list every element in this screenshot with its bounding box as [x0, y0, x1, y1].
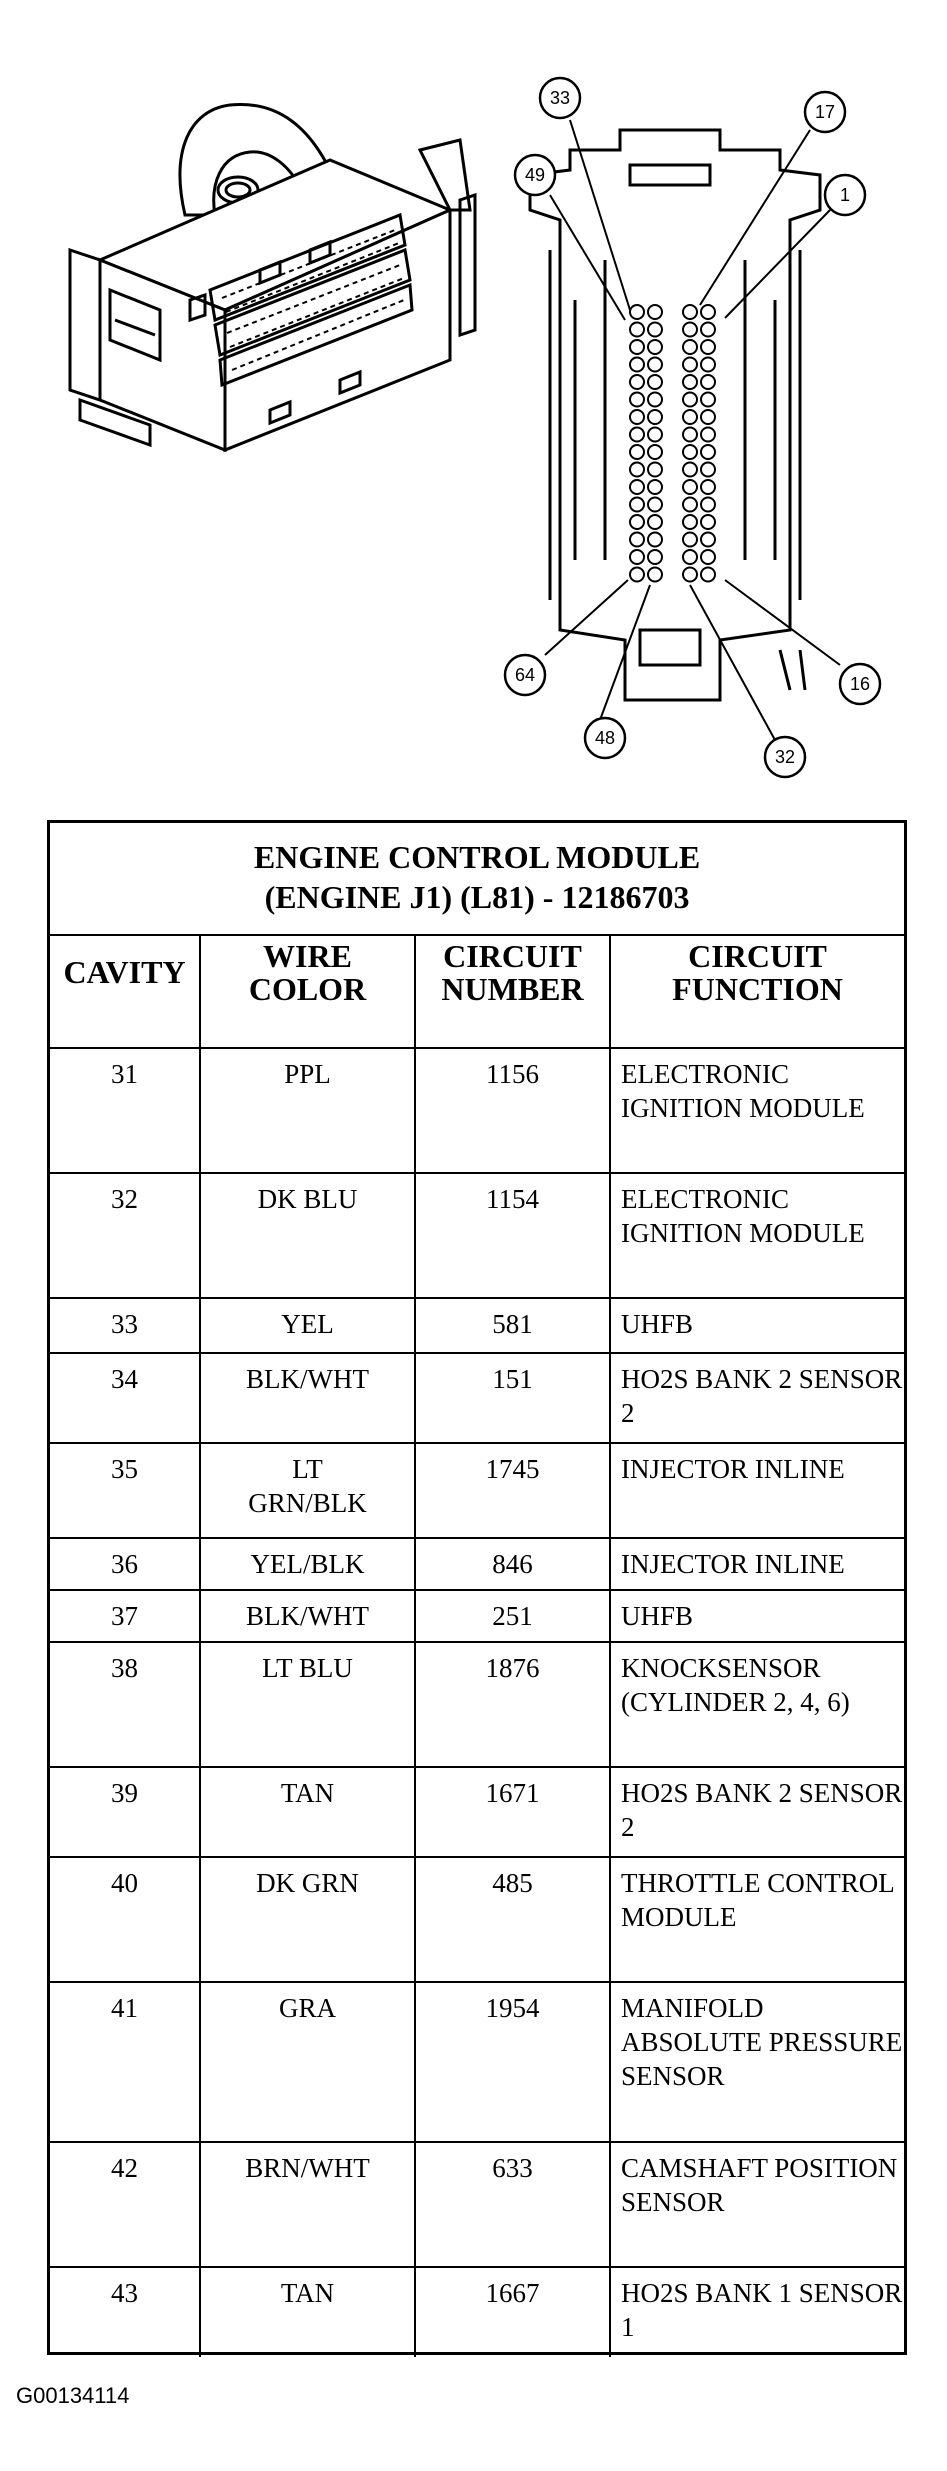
pin-cavity: [683, 375, 697, 389]
cavity-cell: 31: [50, 1048, 200, 1173]
wire-color-cell: BLK/WHT: [200, 1590, 415, 1642]
pin-cavity: [701, 533, 715, 547]
pin-cavity: [648, 515, 662, 529]
pin-cavity: [701, 340, 715, 354]
pin-cavity: [683, 358, 697, 372]
pin-cavity: [701, 358, 715, 372]
callout-33: [540, 78, 580, 118]
wire-color-cell: DK GRN: [200, 1857, 415, 1982]
wire-color-cell: TAN: [200, 1767, 415, 1857]
pin-cavity: [701, 393, 715, 407]
cavity-cell: 35: [50, 1443, 200, 1538]
pin-cavity: [701, 463, 715, 477]
circuit-function-cell: HO2S BANK 2 SENSOR 2: [610, 1353, 904, 1443]
circuit-number-cell: 846: [415, 1538, 610, 1590]
pin-cavity: [648, 550, 662, 564]
wire-color-cell: DK BLU: [200, 1173, 415, 1298]
header-circuit-function: CIRCUIT FUNCTION: [610, 935, 904, 1048]
pin-cavity: [648, 445, 662, 459]
callout-1: [825, 175, 865, 215]
pin-cavity: [648, 340, 662, 354]
pin-cavity: [701, 445, 715, 459]
table-row: [50, 1767, 904, 1857]
circuit-function-cell: HO2S BANK 1 SENSOR 1: [610, 2267, 904, 2357]
wire-color-cell: LT GRN/BLK: [200, 1443, 415, 1538]
table-row: [50, 1590, 904, 1642]
pin-cavity: [683, 410, 697, 424]
circuit-number-cell: 1954: [415, 1982, 610, 2142]
svg-text:33: 33: [549, 88, 571, 108]
pin-cavity: [630, 428, 644, 442]
pin-cavity: [630, 445, 644, 459]
table-title-row: [50, 823, 904, 935]
callout-32: [765, 737, 805, 777]
pin-cavity: [630, 550, 644, 564]
table-row: [50, 2267, 904, 2357]
pin-cavity: [648, 305, 662, 319]
pin-cavity: [648, 428, 662, 442]
pin-cavity: [683, 463, 697, 477]
circuit-number-cell: 1671: [415, 1767, 610, 1857]
svg-text:1: 1: [839, 185, 851, 205]
pin-cavity: [648, 358, 662, 372]
circuit-number-cell: 633: [415, 2142, 610, 2267]
circuit-number-cell: 1154: [415, 1173, 610, 1298]
pin-cavity: [630, 323, 644, 337]
table-row: [50, 1443, 904, 1538]
cavity-cell: 37: [50, 1590, 200, 1642]
pin-cavity: [630, 480, 644, 494]
table-row: [50, 1298, 904, 1353]
pin-cavity: [683, 323, 697, 337]
circuit-number-cell: 1667: [415, 2267, 610, 2357]
pinout-face-view: [530, 120, 840, 740]
pin-cavity: [630, 340, 644, 354]
wire-color-cell: YEL: [200, 1298, 415, 1353]
circuit-number-cell: 251: [415, 1590, 610, 1642]
callout-64: [505, 655, 545, 695]
pin-cavity: [701, 305, 715, 319]
svg-text:17: 17: [814, 102, 836, 122]
pin-cavity: [630, 393, 644, 407]
wire-color-cell: TAN: [200, 2267, 415, 2357]
circuit-function-cell: INJECTOR INLINE: [610, 1443, 904, 1538]
table-header-row: [50, 935, 904, 1048]
table-row: [50, 1982, 904, 2142]
pin-cavity: [683, 445, 697, 459]
pin-cavity: [701, 480, 715, 494]
header-circuit-number: CIRCUIT NUMBER: [415, 935, 610, 1048]
pin-cavity: [630, 463, 644, 477]
pin-cavity: [701, 375, 715, 389]
circuit-function-cell: UHFB: [610, 1298, 904, 1353]
circuit-function-cell: ELECTRONIC IGNITION MODULE: [610, 1173, 904, 1298]
pin-cavity: [648, 480, 662, 494]
callout-17: [805, 92, 845, 132]
pin-cavity: [701, 323, 715, 337]
circuit-number-cell: 1745: [415, 1443, 610, 1538]
header-wire-color: WIRE COLOR: [200, 935, 415, 1048]
circuit-function-cell: HO2S BANK 2 SENSOR 2: [610, 1767, 904, 1857]
circuit-function-cell: KNOCKSENSOR (CYLINDER 2, 4, 6): [610, 1642, 904, 1767]
cavity-cell: 40: [50, 1857, 200, 1982]
pin-cavity: [630, 358, 644, 372]
cavity-cell: 33: [50, 1298, 200, 1353]
svg-text:64: 64: [514, 665, 536, 685]
wire-color-cell: BLK/WHT: [200, 1353, 415, 1443]
cavity-cell: 32: [50, 1173, 200, 1298]
pin-cavity: [648, 498, 662, 512]
circuit-number-cell: 485: [415, 1857, 610, 1982]
pin-cavity: [701, 410, 715, 424]
pin-cavity: [630, 498, 644, 512]
pin-cavity: [701, 515, 715, 529]
wire-color-cell: LT BLU: [200, 1642, 415, 1767]
connector-illustration: [70, 104, 475, 450]
header-cavity: CAVITY: [50, 935, 200, 1048]
circuit-function-cell: MANIFOLD ABSOLUTE PRESSURE SENSOR: [610, 1982, 904, 2142]
pin-cavity: [630, 410, 644, 424]
cavity-cell: 34: [50, 1353, 200, 1443]
callout-48: [585, 718, 625, 758]
connector-diagram: [0, 0, 947, 780]
table-title-line-1: ENGINE CONTROL MODULE: [253, 839, 701, 875]
pin-cavity: [683, 393, 697, 407]
table-row: [50, 2142, 904, 2267]
pin-cavity: [683, 428, 697, 442]
pin-cavity: [648, 323, 662, 337]
wire-color-cell: BRN/WHT: [200, 2142, 415, 2267]
circuit-function-cell: ELECTRONIC IGNITION MODULE: [610, 1048, 904, 1173]
pin-cavity: [630, 568, 644, 582]
pin-cavity: [630, 305, 644, 319]
wire-color-cell: GRA: [200, 1982, 415, 2142]
pin-cavity: [683, 550, 697, 564]
table-row: [50, 1048, 904, 1173]
table-row: [50, 1642, 904, 1767]
pin-cavity: [701, 428, 715, 442]
cavity-cell: 43: [50, 2267, 200, 2357]
pin-cavity: [701, 498, 715, 512]
cavity-cell: 39: [50, 1767, 200, 1857]
pinout-table: [47, 820, 907, 2355]
pin-cavity: [648, 375, 662, 389]
wire-color-cell: PPL: [200, 1048, 415, 1173]
cavity-cell: 38: [50, 1642, 200, 1767]
pin-cavity: [683, 568, 697, 582]
circuit-number-cell: 1876: [415, 1642, 610, 1767]
circuit-function-cell: CAMSHAFT POSITION SENSOR: [610, 2142, 904, 2267]
callout-49: [515, 155, 555, 195]
table-title: [50, 823, 904, 935]
circuit-function-cell: INJECTOR INLINE: [610, 1538, 904, 1590]
pin-cavity: [648, 533, 662, 547]
pin-cavity: [648, 463, 662, 477]
pin-cavity: [648, 410, 662, 424]
circuit-function-cell: UHFB: [610, 1590, 904, 1642]
svg-text:49: 49: [524, 165, 546, 185]
circuit-function-cell: THROTTLE CONTROL MODULE: [610, 1857, 904, 1982]
svg-text:48: 48: [594, 728, 616, 748]
cavity-cell: 42: [50, 2142, 200, 2267]
table-row: [50, 1173, 904, 1298]
svg-text:32: 32: [774, 747, 796, 767]
circuit-number-cell: 1156: [415, 1048, 610, 1173]
pin-cavity: [648, 393, 662, 407]
pin-cavity: [701, 568, 715, 582]
table-row: [50, 1538, 904, 1590]
callout-16: [840, 664, 880, 704]
table-title-line-2: (ENGINE J1) (L81) - 12186703: [264, 879, 690, 915]
pin-cavity: [701, 550, 715, 564]
wire-color-cell: YEL/BLK: [200, 1538, 415, 1590]
pin-cavity: [630, 375, 644, 389]
cavity-cell: 41: [50, 1982, 200, 2142]
circuit-number-cell: 151: [415, 1353, 610, 1443]
pin-cavity: [683, 498, 697, 512]
circuit-number-cell: 581: [415, 1298, 610, 1353]
pin-cavity: [683, 533, 697, 547]
pin-cavity: [683, 340, 697, 354]
cavity-cell: 36: [50, 1538, 200, 1590]
table-row: [50, 1857, 904, 1982]
pin-cavity: [683, 305, 697, 319]
table-row: [50, 1353, 904, 1443]
pin-cavity: [648, 568, 662, 582]
pin-cavity: [630, 533, 644, 547]
pin-cavity: [683, 480, 697, 494]
figure-code: G00134114: [16, 2383, 130, 2408]
svg-text:16: 16: [849, 674, 871, 694]
pin-cavity: [630, 515, 644, 529]
pin-cavity: [683, 515, 697, 529]
